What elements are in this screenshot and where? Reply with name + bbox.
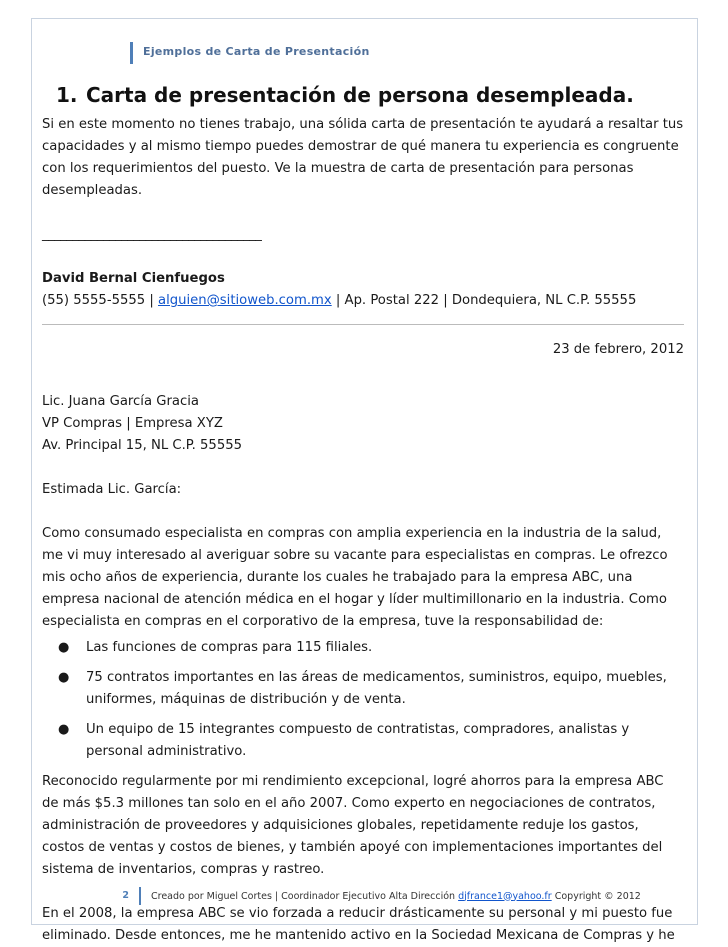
salutation: Estimada Lic. García: (42, 482, 182, 497)
page-footer (105, 886, 641, 906)
sender-phone: (55) 5555-5555 | (42, 293, 154, 308)
signature-line: ____________________________________ (42, 227, 262, 242)
list-item-text: Un equipo de 15 integrantes compuesto de contratistas, compradores, analistas y personal administrativo. (86, 722, 630, 759)
sender-name: David Bernal Cienfuegos (42, 271, 225, 286)
sender-contact (42, 290, 684, 312)
heading-text: Carta de presentación de persona desempleada. (86, 83, 634, 107)
intro-paragraph: Si en este momento no tienes trabajo, una sólida carta de presentación te ayudará a resaltar tus capacidades y al mismo tiempo puedes demostrar de qué manera tu experiencia es congruente con los requerimientos del puesto. Ve la muestra de carta de presentación para personas desempleadas. (42, 117, 684, 198)
bullet-icon: ● (58, 670, 70, 685)
list-item (42, 719, 684, 763)
list-item-text: 75 contratos importantes en las áreas de medicamentos, suministros, equipo, muebles, uniformes, máquinas de distribución y de venta. (86, 670, 667, 707)
list-item (42, 667, 684, 711)
footer-email-link[interactable]: djfrance1@yahoo.fr (458, 890, 552, 902)
heading-number: 1. (56, 83, 78, 107)
list-item (42, 637, 684, 659)
sender-address: | Ap. Postal 222 | Dondequiera, NL C.P. 55555 (335, 293, 637, 308)
page-number: 2 (105, 887, 141, 905)
responsibility-list (42, 637, 684, 763)
sender-email-link[interactable]: alguien@sitioweb.com.mx (157, 293, 332, 308)
body-paragraph-2: Reconocido regularmente por mi rendimiento excepcional, logré ahorros para la empresa ABC de más $5.3 millones tan solo en el año 2007. Como experto en negociaciones de contratos, administración de proveedores y adquisiciones globales, repetidamente reduje los gastos, costos de ventas y costos de bienes, y también apoyé con implementaciones importantes del sistema de inventarios, compras y rastreo. (42, 774, 664, 877)
bullet-icon: ● (58, 722, 70, 737)
document-body (42, 82, 684, 947)
recipient-address: Av. Principal 15, NL C.P. 55555 (42, 438, 242, 453)
body-paragraph-3: En el 2008, la empresa ABC se vio forzada a reducir drásticamente su personal y mi puesto fue eliminado. Desde entonces, me he mantenido activo en la Sociedad Mexicana de Compras y he (42, 906, 675, 943)
body-paragraph-1: Como consumado especialista en compras con amplia experiencia en la industria de la salud, me vi muy interesado al averiguar sobre su vacante para especialistas en compras. Le ofrezco mis ocho años de experiencia, durante los cuales he trabajado para la empresa ABC, una empresa nacional de atención médica en el hogar y líder multimillonario en la industria. Como especialista en compras en el corporativo de la empresa, tuve la responsabilidad de: (42, 526, 668, 629)
section-heading (56, 82, 684, 108)
letter-date: 23 de febrero, 2012 (552, 342, 684, 357)
footer-text: Creado por Miguel Cortes | Coordinador Ejecutivo Alta Dirección (151, 890, 456, 902)
header-title: Ejemplos de Carta de Presentación (143, 45, 370, 58)
bullet-icon: ● (58, 640, 70, 655)
page-header (130, 42, 370, 64)
list-item-text: Las funciones de compras para 115 filiales. (86, 640, 373, 655)
recipient-name: Lic. Juana García Gracia (42, 394, 199, 409)
recipient-title: VP Compras | Empresa XYZ (42, 416, 223, 431)
footer-copyright: Copyright © 2012 (554, 890, 641, 902)
